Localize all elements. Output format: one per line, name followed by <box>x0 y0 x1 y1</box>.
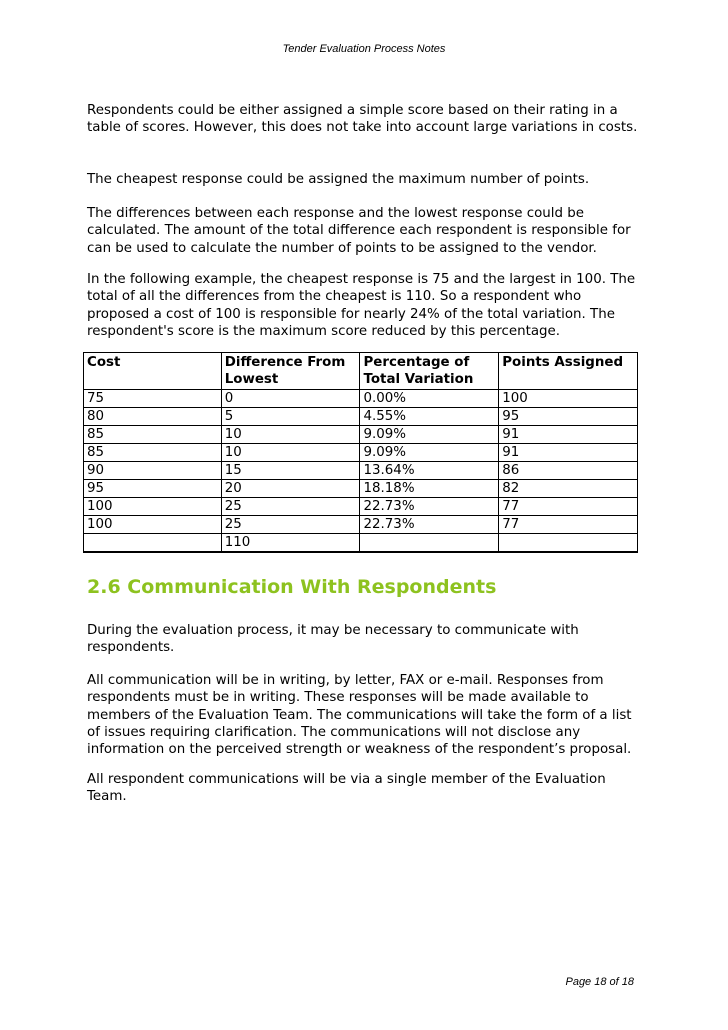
header-points: Points Assigned <box>499 353 638 390</box>
cell-points: 77 <box>499 516 638 534</box>
table-total-row <box>84 534 638 553</box>
cell-difference: 15 <box>221 462 360 480</box>
cell-points: 91 <box>499 444 638 462</box>
cell-points: 95 <box>499 408 638 426</box>
table-row <box>84 498 638 516</box>
table-row <box>84 462 638 480</box>
cell-percentage: 13.64% <box>360 462 499 480</box>
cell-points: 86 <box>499 462 638 480</box>
paragraph-communication-rules: All communication will be in writing, by letter, FAX or e-mail. Responses from respondents must be in writing. These responses will be made available to members of the Evaluation Team. The communications will take the form of a list of issues requiring clarification. The communications will not disclose any information on the perceived strength or weakness of the respondent’s proposal. <box>87 673 632 758</box>
cell-percentage: 9.09% <box>360 426 499 444</box>
cell-cost: 85 <box>84 444 222 462</box>
cell-difference-total: 110 <box>221 534 360 553</box>
cell-difference: 25 <box>221 498 360 516</box>
paragraph-communication-intro: During the evaluation process, it may be necessary to communicate with respondents. <box>87 623 579 656</box>
cell-cost: 100 <box>84 498 222 516</box>
cell-difference: 10 <box>221 444 360 462</box>
cell-percentage <box>360 534 499 553</box>
cell-cost: 80 <box>84 408 222 426</box>
cell-cost <box>84 534 222 553</box>
cell-difference: 25 <box>221 516 360 534</box>
table-row <box>84 480 638 498</box>
table-header-row <box>84 353 638 390</box>
header-percentage: Percentage of Total Variation <box>360 353 499 390</box>
paragraph-scoring-intro: Respondents could be either assigned a simple score based on their rating in a table of scores. However, this does not take into account large variations in costs. <box>87 103 638 136</box>
header-difference: Difference From Lowest <box>221 353 360 390</box>
page-header: Tender Evaluation Process Notes <box>282 43 446 55</box>
table-row <box>84 390 638 408</box>
table-row <box>84 408 638 426</box>
cell-difference: 10 <box>221 426 360 444</box>
header-cost: Cost <box>84 353 222 390</box>
paragraph-example: In the following example, the cheapest response is 75 and the largest in 100. The total of all the differences from the cheapest is 110. So a respondent who proposed a cost of 100 is responsible for nearly 24% of the total variation. The respondent's score is the maximum score reduced by this percentage. <box>87 272 636 339</box>
table-row <box>84 516 638 534</box>
paragraph-differences: The differences between each response and the lowest response could be calculated. The amount of the total difference each respondent is responsible for can be used to calculate the number of points to be assigned to the vendor. <box>87 206 631 256</box>
paragraph-communication-single-member: All respondent communications will be via a single member of the Evaluation Team. <box>87 772 606 805</box>
cell-cost: 95 <box>84 480 222 498</box>
cell-cost: 85 <box>84 426 222 444</box>
cell-points: 82 <box>499 480 638 498</box>
cell-difference: 5 <box>221 408 360 426</box>
cell-cost: 75 <box>84 390 222 408</box>
cell-percentage: 9.09% <box>360 444 499 462</box>
cell-cost: 90 <box>84 462 222 480</box>
cell-percentage: 22.73% <box>360 516 499 534</box>
table-row <box>84 426 638 444</box>
table-row <box>84 444 638 462</box>
cell-difference: 0 <box>221 390 360 408</box>
cell-difference: 20 <box>221 480 360 498</box>
page-number: Page 18 of 18 <box>565 976 634 988</box>
cell-points: 91 <box>499 426 638 444</box>
section-heading: 2.6 Communication With Respondents <box>87 576 497 598</box>
cell-cost: 100 <box>84 516 222 534</box>
cell-percentage: 4.55% <box>360 408 499 426</box>
cell-percentage: 18.18% <box>360 480 499 498</box>
cell-points: 100 <box>499 390 638 408</box>
points-table <box>83 352 638 553</box>
paragraph-cheapest: The cheapest response could be assigned the maximum number of points. <box>87 172 590 187</box>
cell-percentage: 0.00% <box>360 390 499 408</box>
cell-points: 77 <box>499 498 638 516</box>
cell-percentage: 22.73% <box>360 498 499 516</box>
cell-points <box>499 534 638 553</box>
